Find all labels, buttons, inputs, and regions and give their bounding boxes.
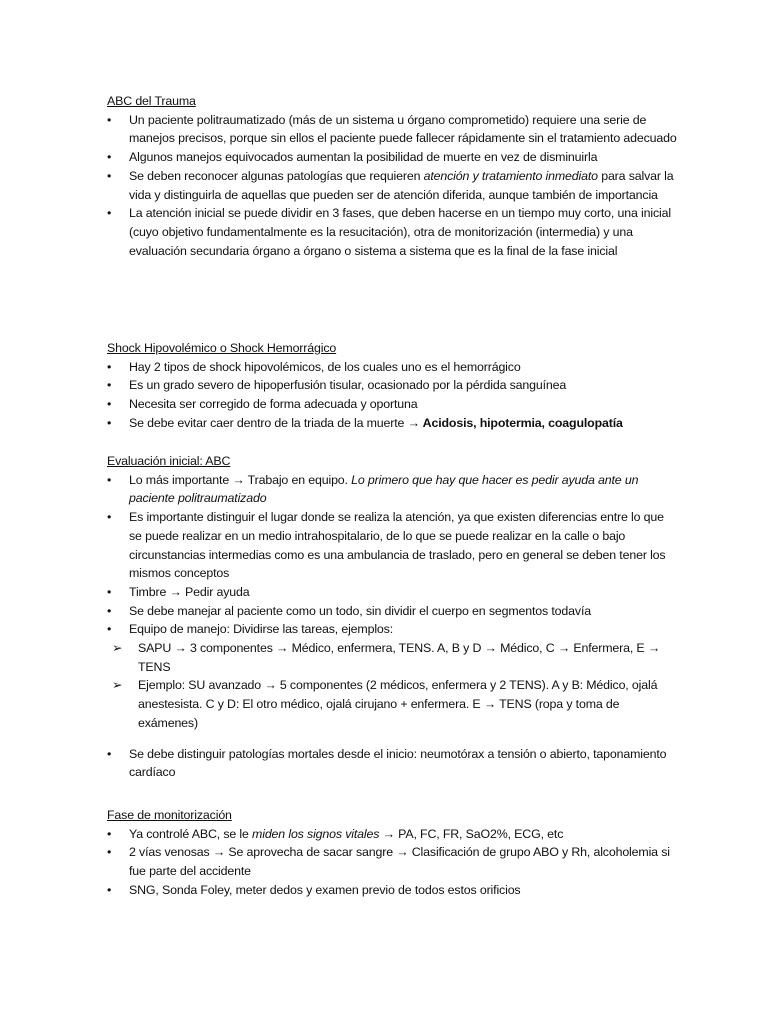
bullet-marker: •: [107, 882, 112, 897]
bullet-marker: •: [107, 584, 112, 599]
bullet-item: [107, 843, 677, 880]
bullet-marker: •: [107, 378, 112, 393]
bullet-text: Ejemplo: SU avanzado → 5 componentes (2 médicos, enfermera y 2 TENS). A y B: Médico, ojalá anestesista. C y D: El otro médico, ojalá cirujano + enfermera. E → TENS (ropa y toma de exámenes): [138, 678, 658, 730]
bullet-text: para salvar la vida y distinguirla de aquellas que pueden ser de atención diferida, aunque también de importancia: [129, 168, 674, 202]
bullet-item: [107, 825, 677, 844]
sub-bullet-item: [107, 676, 677, 732]
bullet-text: Hay 2 tipos de shock hipovolémicos, de los cuales uno es el hemorrágico: [129, 359, 521, 374]
bullet-item: [107, 204, 677, 260]
bullet-marker: •: [107, 397, 112, 412]
sub-bullet-item: [107, 639, 677, 676]
bullet-marker: •: [107, 206, 112, 221]
bullet-item: [107, 395, 677, 414]
bullet-item: [107, 471, 677, 508]
section-heading: Fase de monitorización: [107, 808, 232, 822]
bullet-text: Se debe distinguir patologías mortales desde el inicio: neumotórax a tensión o abierto, taponamiento cardíaco: [129, 746, 667, 780]
bullet-marker: •: [107, 112, 112, 127]
bullet-text: 2 vías venosas → Se aprovecha de sacar sangre → Clasificación de grupo ABO y Rh, alcoholemia si fue parte del accidente: [129, 845, 670, 879]
bullet-text: Es importante distinguir el lugar donde se realiza la atención, ya que existen diferencias entre lo que se puede realizar en un medio intrahospitalario, de lo que se puede realizar en la calle o bajo circunstancias intermedias como es una ambulancia de traslado, pero en general se deben tener los mismos conceptos: [129, 510, 666, 581]
bullet-item: [107, 358, 677, 377]
arrow-glyph: →: [407, 415, 420, 430]
bullet-text: SAPU → 3 componentes → Médico, enfermera, TENS. A, B y D → Médico, C → Enfermera, E → TENS: [138, 641, 661, 674]
bullet-item: [107, 881, 677, 900]
bullet-text: Se debe evitar caer dentro de la triada de la muerte: [129, 415, 408, 430]
bullet-text: Necesita ser corregido de forma adecuada y oportuna: [129, 397, 418, 412]
section-shock: [107, 339, 677, 433]
section-heading: Shock Hipovolémico o Shock Hemorrágico: [107, 341, 337, 355]
section-fase-monitorizacion: [107, 806, 677, 900]
bullet-marker: •: [107, 150, 112, 165]
bullet-marker: •: [107, 622, 112, 637]
bullet-item: [107, 111, 677, 148]
bullet-item: [107, 508, 677, 583]
section-abc-trauma: [107, 92, 677, 260]
bullet-item: [107, 167, 677, 204]
bullet-text: Se debe manejar al paciente como un todo, sin dividir el cuerpo en segmentos todavía: [129, 603, 591, 618]
bullet-marker: •: [107, 746, 112, 761]
bullet-text: Algunos manejos equivocados aumentan la posibilidad de muerte en vez de disminuirla: [129, 150, 598, 165]
bullet-item: [107, 745, 677, 782]
bullet-text: Se deben reconocer algunas patologías que requieren: [129, 168, 424, 183]
bullet-item: [107, 620, 677, 639]
bullet-marker: •: [107, 603, 112, 618]
bullet-marker: •: [107, 168, 112, 183]
bullet-item: [107, 148, 677, 167]
bullet-text: Timbre → Pedir ayuda: [129, 584, 250, 599]
emphasis-text: atención y tratamiento inmediato: [423, 168, 598, 183]
bullet-text: La atención inicial se puede dividir en 3 fases, que deben hacerse en un tiempo muy corto, una inicial (cuyo objetivo fundamentalmente es la resucitación), otra de monitorización (intermedia) y una evaluación secundaria órgano a órgano o sistema a sistema que es la final de la fase inicial: [129, 206, 671, 258]
bullet-text: Lo más importante → Trabajo en equipo.: [129, 472, 352, 487]
bold-text: Acidosis, hipotermia, coagulopatía: [419, 415, 623, 430]
bullet-text: Equipo de manejo: Dividirse las tareas, ejemplos:: [129, 622, 394, 637]
bullet-text: Un paciente politraumatizado (más de un sistema u órgano comprometido) requiere una serie de manejos precisos, porque sin ellos el paciente puede fallecer rápidamente sin el tratamiento adecuado: [129, 112, 677, 146]
bullet-item: [107, 376, 677, 395]
section-heading: ABC del Trauma: [107, 94, 196, 108]
bullet-item: [107, 602, 677, 621]
bullet-text: SNG, Sonda Foley, meter dedos y examen previo de todos estos orificios: [129, 882, 521, 897]
section-evaluacion-inicial: [107, 452, 677, 782]
arrow-bullet-icon: ➢: [112, 641, 123, 656]
emphasis-text: Lo primero que hay que hacer es pedir ayuda ante un paciente politraumatizado: [129, 472, 639, 506]
arrow-bullet-icon: ➢: [112, 678, 123, 693]
bullet-text: Ya controlé ABC, se le: [129, 826, 253, 841]
bullet-marker: •: [107, 359, 112, 374]
bullet-marker: •: [107, 510, 112, 525]
bullet-marker: •: [107, 415, 112, 430]
bullet-text: → PA, FC, FR, SaO2%, ECG, etc: [379, 826, 564, 841]
bullet-item: [107, 583, 677, 602]
bullet-marker: •: [107, 845, 112, 860]
bullet-marker: •: [107, 472, 112, 487]
section-heading: Evaluación inicial: ABC: [107, 454, 231, 468]
bullet-item: [107, 414, 677, 433]
bullet-text: Es un grado severo de hipoperfusión tisular, ocasionado por la pérdida sanguínea: [129, 378, 567, 393]
emphasis-text: miden los signos vitales: [252, 826, 380, 841]
bullet-marker: •: [107, 826, 112, 841]
